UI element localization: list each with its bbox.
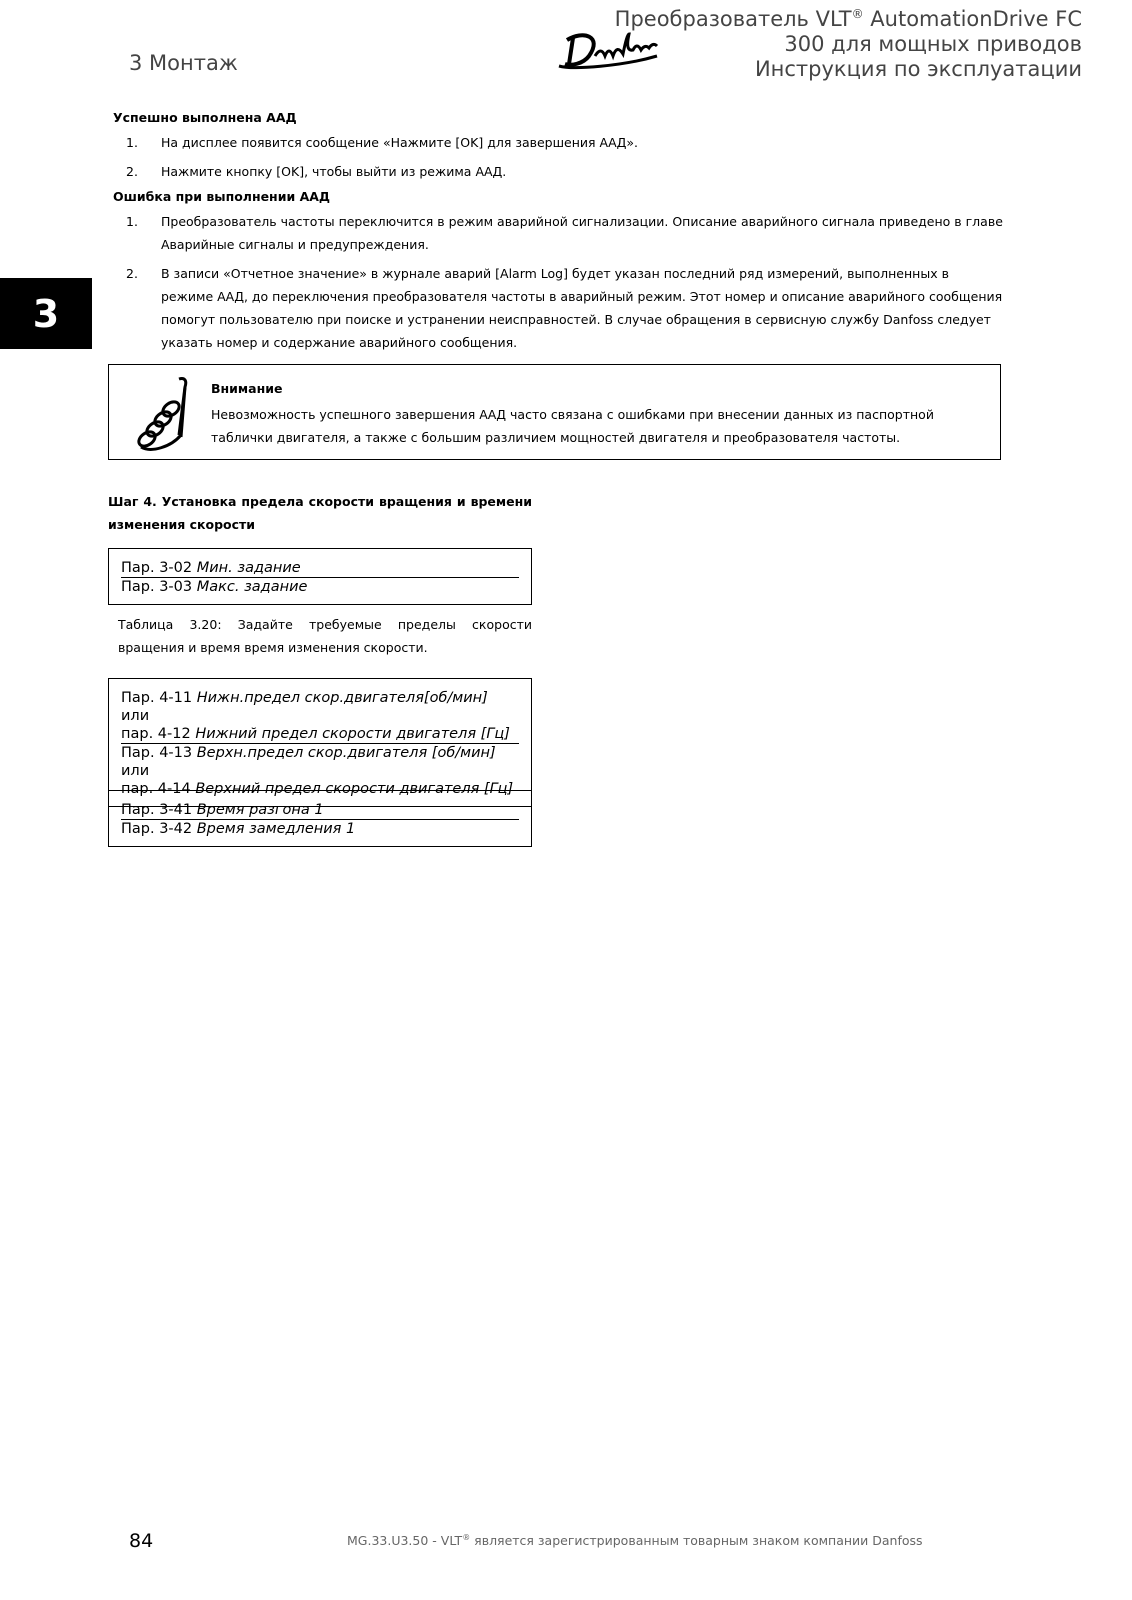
table-row: Пар. 3-03 Макс. задание: [121, 579, 308, 595]
table-row: Пар. 4-11 Нижн.предел скор.двигателя[об/мин] или: [121, 690, 488, 724]
table-row: пар. 4-12 Нижний предел скорости двигателя [Гц]: [121, 725, 519, 744]
table-row: Пар. 3-41 Время разгона 1: [121, 801, 519, 820]
step4-heading: Шаг 4. Установка предела скорости вращения и времени изменения скорости: [108, 494, 532, 532]
note-title: Внимание: [211, 381, 283, 396]
note-text: Невозможность успешного завершения ААД часто связана с ошибками при внесении данных из паспортной таблички двигателя, а также с большим различием мощностей двигателя и преобразователя частоты.: [211, 407, 934, 445]
footer-text: MG.33.U3.50 - VLT® является зарегистрированным товарным знаком компании Danfoss: [347, 1533, 923, 1549]
table-row: Пар. 3-42 Время замедления 1: [121, 821, 356, 837]
document-title: Преобразователь VLT® AutomationDrive FC 300 для мощных приводов Инструкция по эксплуатации: [614, 7, 1082, 81]
success-list: [109, 131, 1003, 183]
list-item: 1. На дисплее появится сообщение «Нажмите [OK] для завершения ААД».: [126, 135, 639, 150]
list-item: 2. Нажмите кнопку [OK], чтобы выйти из режима ААД.: [126, 164, 507, 179]
main-content: [109, 110, 1003, 360]
table-row: пар. 4-14 Верхний предел скорости двигателя [Гц]: [121, 781, 514, 797]
chapter-tab: 3: [0, 278, 92, 349]
param-table-references: [108, 548, 532, 605]
list-item: 2. В записи «Отчетное значение» в журнале аварий [Alarm Log] будет указан последний ряд измерений, выполненных в режиме ААД, до переключения преобразователя частоты в аварийный режим. Этот номер и описание аварийного сообщения помогут пользователю при поиске и устранении неисправностей. В случае обращения в сервисную службу Danfoss следует указать номер и содержание аварийного сообщения.: [126, 266, 1003, 350]
error-heading: Ошибка при выполнении ААД: [113, 189, 331, 204]
error-list: [109, 210, 1003, 354]
table-row: Пар. 3-02 Мин. задание: [121, 559, 519, 578]
attention-note: [108, 364, 1001, 460]
param-table-speed-limits: [108, 678, 532, 807]
param-table-ramp-times: [108, 790, 532, 847]
table-row: Пар. 4-13 Верхн.предел скор.двигателя [об/мин] или: [121, 745, 496, 779]
page-number: 84: [129, 1530, 154, 1552]
success-heading: Успешно выполнена ААД: [113, 110, 297, 125]
pointing-hand-icon: [127, 373, 197, 453]
section-title: 3 Монтаж: [129, 51, 238, 75]
table-caption: Таблица 3.20: Задайте требуемые пределы скорости вращения и время время изменения скорости.: [118, 617, 532, 655]
list-item: 1. Преобразователь частоты переключится в режим аварийной сигнализации. Описание аварийного сигнала приведено в главе Аварийные сигналы и предупреждения.: [126, 214, 1003, 252]
